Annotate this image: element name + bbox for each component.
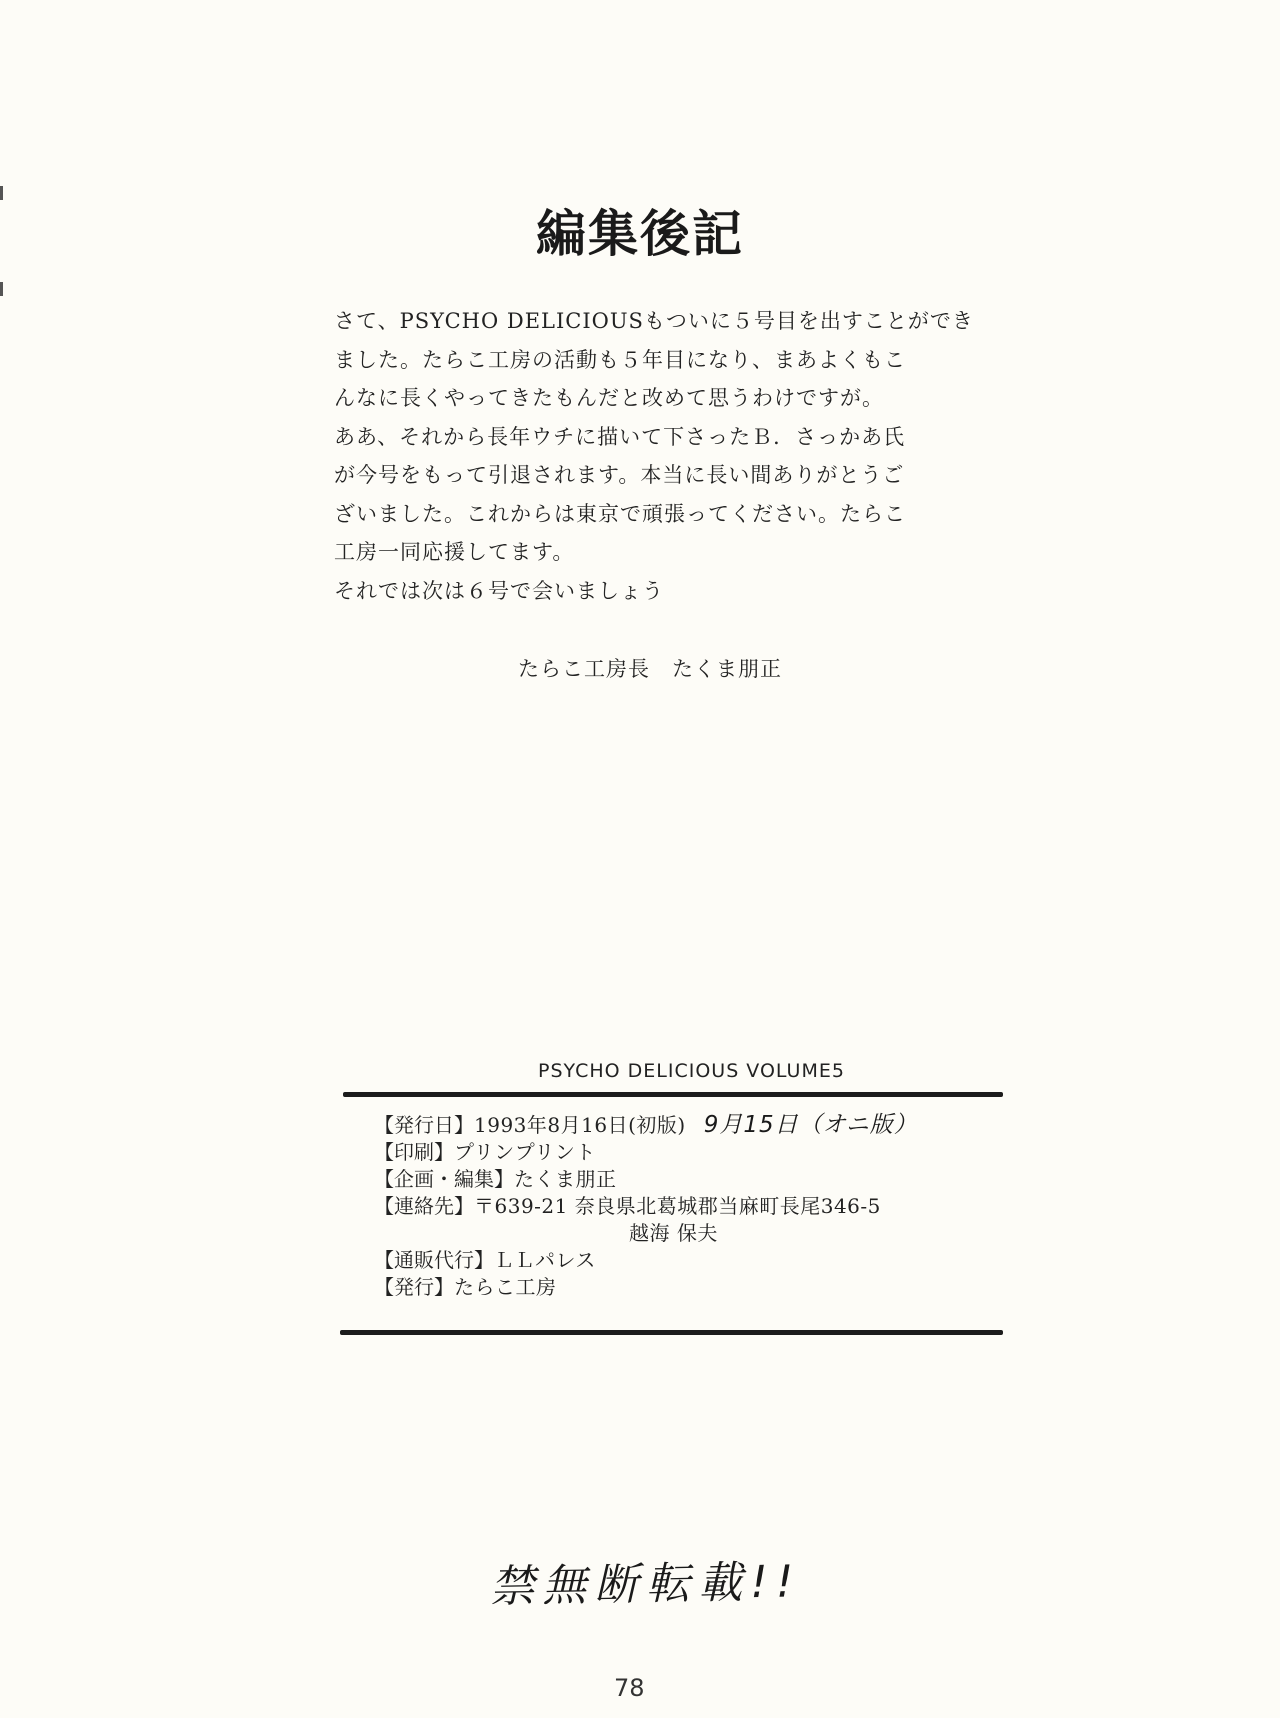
body-line: さて、PSYCHO DELICIOUSもついに５号目を出すことができ (334, 309, 974, 333)
colophon-key: 【発行】 (374, 1275, 454, 1299)
colophon-row-editor (374, 1166, 918, 1193)
page-number: 78 (614, 1674, 645, 1702)
colophon-row-publisher (374, 1274, 918, 1301)
colophon-value: たらこ工房 (454, 1275, 557, 1299)
afterword-body (334, 302, 994, 610)
colophon-row-contact-name (374, 1220, 918, 1247)
colophon-key: 【企画・編集】 (374, 1167, 514, 1191)
body-line: んなに長くやってきたもんだと改めて思うわけですが。 (334, 386, 884, 410)
colophon-value: 1993年8月16日(初版) (474, 1113, 686, 1137)
body-line: 工房一同応援してます。 (334, 540, 575, 564)
colophon-title: PSYCHO DELICIOUS VOLUME5 (538, 1060, 845, 1082)
colophon-key: 【発行日】 (374, 1113, 474, 1137)
body-line: ました。たらこ工房の活動も５年目になり、まあよくもこ (334, 347, 906, 372)
colophon-row-issue-date (374, 1112, 918, 1139)
colophon-value: たくま朋正 (514, 1167, 617, 1191)
edge-mark (0, 282, 3, 296)
colophon-key: 【印刷】 (374, 1140, 454, 1164)
colophon-value: 〒639-21 奈良県北葛城郡当麻町長尾346-5 (474, 1194, 881, 1218)
body-line: が今号をもって引退されます。本当に長い間ありがとうご (334, 463, 905, 487)
colophon-value: 越海 保夫 (629, 1221, 718, 1245)
handwritten-no-reprint-notice: 禁無断転載!! (489, 1556, 802, 1613)
colophon (374, 1112, 918, 1301)
colophon-value: ＬＬパレス (494, 1248, 596, 1272)
colophon-row-contact (374, 1193, 918, 1220)
signature: たらこ工房長 たくま朋正 (518, 657, 782, 681)
colophon-row-mail-order (374, 1247, 918, 1274)
colophon-key: 【通販代行】 (374, 1248, 494, 1272)
body-line: ああ、それから長年ウチに描いて下さったＢ．さっかあ氏 (334, 424, 906, 449)
page-title: 編集後記 (536, 205, 744, 263)
colophon-bottom-rule (340, 1330, 1003, 1335)
colophon-top-rule (343, 1092, 1003, 1097)
colophon-key: 【連絡先】 (374, 1194, 474, 1218)
colophon-value: プリンプリント (454, 1140, 596, 1164)
body-line: ざいました。これからは東京で頑張ってください。たらこ (334, 501, 906, 526)
colophon-row-printing (374, 1139, 918, 1166)
handwritten-reprint-date: 9月15日（オニ版） (703, 1112, 918, 1138)
body-line: それでは次は６号で会いましょう (334, 578, 664, 603)
